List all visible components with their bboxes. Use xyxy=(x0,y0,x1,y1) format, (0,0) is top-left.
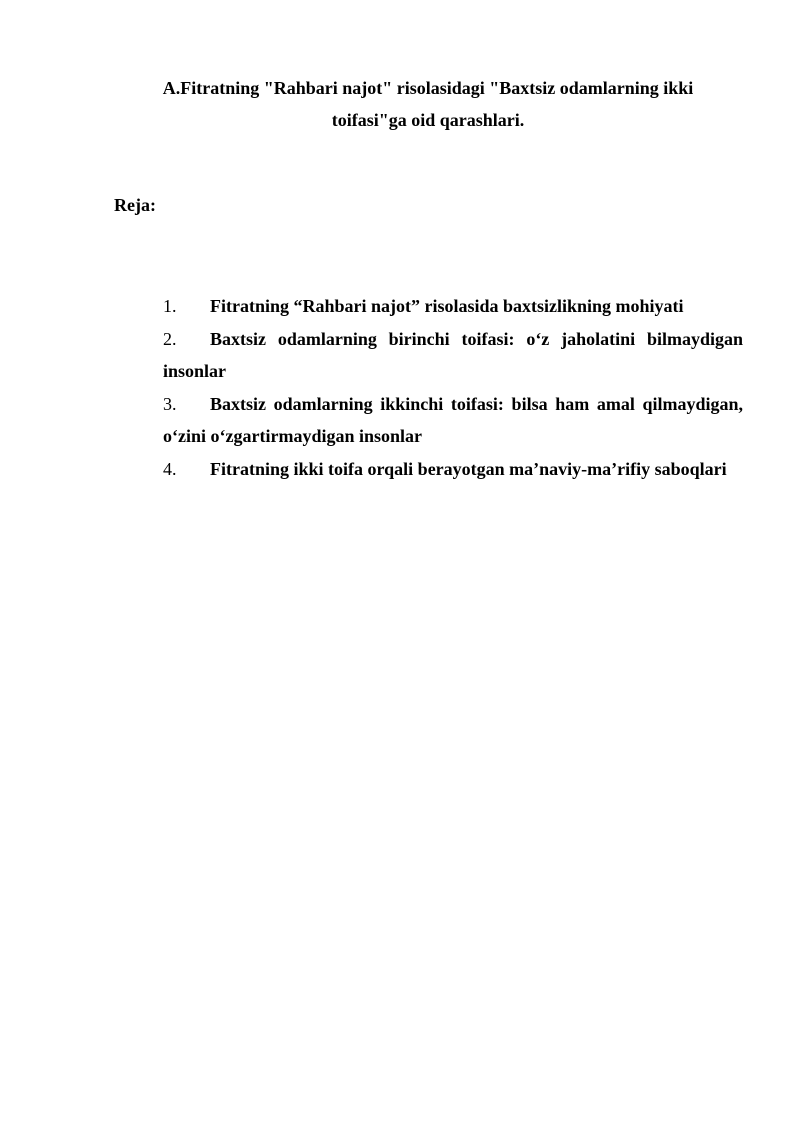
plan-item-number: 3. xyxy=(163,393,177,414)
plan-item-number: 4. xyxy=(163,458,177,479)
plan-heading: Reja: xyxy=(114,195,156,215)
plan-item-3 xyxy=(163,388,743,453)
plan-list xyxy=(163,290,743,485)
plan-item-4 xyxy=(163,453,743,486)
plan-item-text: Baxtsiz odamlarning birinchi toifasi: o‘z jaholatini bilmaydigan insonlar xyxy=(163,328,743,381)
title-line-1: A.Fitratning "Rahbari najot" risolasidagi "Baxtsiz odamlarning ikki xyxy=(162,78,694,98)
plan-item-text: Baxtsiz odamlarning ikkinchi toifasi: bilsa ham amal qilmaydigan, o‘zini o‘zgartirmaydigan insonlar xyxy=(163,393,743,446)
plan-item-number: 2. xyxy=(163,328,177,349)
plan-item-number: 1. xyxy=(163,296,177,316)
document-title xyxy=(110,72,746,136)
title-line-2: toifasi"ga oid qarashlari. xyxy=(331,110,525,130)
plan-item-text: Fitratning ikki toifa orqali berayotgan ma’naviy-ma’rifiy saboqlari xyxy=(210,458,727,479)
plan-item-1 xyxy=(163,290,743,323)
plan-item-text: Fitratning “Rahbari najot” risolasida baxtsizlikning mohiyati xyxy=(210,296,684,316)
plan-item-2 xyxy=(163,323,743,388)
